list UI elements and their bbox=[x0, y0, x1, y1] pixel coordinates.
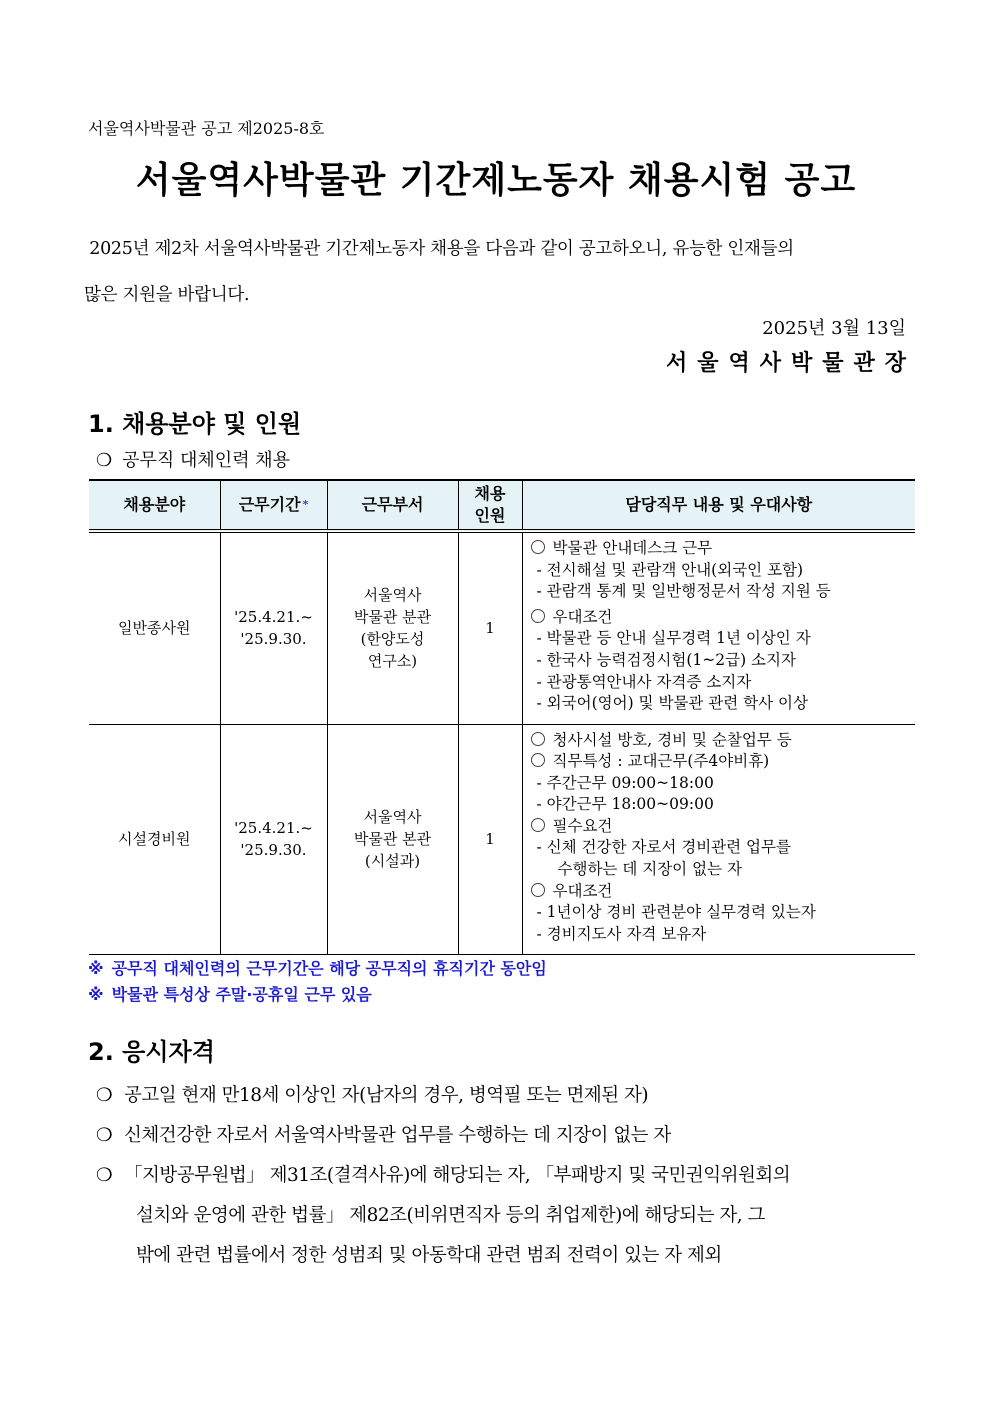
duty-sub-item: - 박물관 등 안내 실무경력 1년 이상인 자 bbox=[536, 629, 811, 648]
duty-item bbox=[531, 730, 908, 752]
circle-icon bbox=[531, 732, 545, 746]
header-duties-label: 담당직무 내용 및 우대사항 bbox=[625, 495, 813, 514]
recruitment-table bbox=[89, 479, 915, 955]
duty-sub-item: - 외국어(영어) 및 박물관 관련 학사 이상 bbox=[536, 694, 808, 713]
reference-mark-icon: ※ bbox=[88, 959, 104, 978]
duty-sub-item: - 전시해설 및 관람객 안내(외국인 포함) bbox=[536, 560, 804, 579]
dept-line: (한양도성 bbox=[360, 630, 425, 649]
table-row bbox=[89, 724, 915, 954]
duty-continuation: 수행하는 데 지장이 없는 자 bbox=[557, 860, 742, 879]
duty-sub-item: - 경비지도사 자격 보유자 bbox=[536, 924, 707, 943]
period-end: '25.9.30. bbox=[240, 841, 307, 859]
notice-number: 서울역사박물관 공고 제2025-8호 bbox=[88, 119, 325, 138]
duty-text: 직무특성 : 교대근무(주4야비휴) bbox=[552, 752, 770, 771]
duty-item bbox=[531, 538, 908, 560]
section-2-title: 2. 응시자격 bbox=[88, 1038, 215, 1066]
qualification-text-continued: 설치와 운영에 관한 법률」 제82조(비위면직자 등의 취업제한)에 해당되는 자, 그 bbox=[136, 1205, 765, 1226]
duty-text: 우대조건 bbox=[552, 881, 613, 900]
qualification-text-continued: 밖에 관련 법률에서 정한 성범죄 및 아동학대 관련 범죄 전력이 있는 자 제외 bbox=[136, 1245, 722, 1266]
intro-paragraph bbox=[84, 226, 908, 318]
note-item bbox=[88, 956, 547, 982]
header-field-label: 채용분야 bbox=[123, 495, 186, 514]
signer-name: 서울역사박물관장 bbox=[665, 350, 916, 376]
dept-line: 서울역사 bbox=[363, 586, 422, 605]
header-count-line: 인원 bbox=[474, 506, 506, 525]
circle-bullet-icon: ❍ bbox=[96, 450, 113, 471]
circle-icon bbox=[531, 753, 545, 767]
duty-text: 청사시설 방호, 경비 및 순찰업무 등 bbox=[552, 730, 792, 749]
period-start: '25.4.21.~ bbox=[234, 819, 313, 837]
duty-text: 우대조건 bbox=[552, 607, 613, 626]
note-text: 공무직 대체인력의 근무기간은 해당 공무직의 휴직기간 동안임 bbox=[111, 959, 547, 978]
circle-bullet-icon: ❍ bbox=[96, 1125, 113, 1146]
period-end: '25.9.30. bbox=[240, 630, 307, 649]
header-count-line: 채용 bbox=[474, 484, 506, 503]
circle-icon bbox=[531, 883, 545, 897]
cell-field: 일반종사원 bbox=[89, 531, 220, 724]
dept-line: 박물관 본관 bbox=[353, 830, 432, 848]
document-title: 서울역사박물관 기간제노동자 채용시험 공고 bbox=[135, 160, 857, 201]
qualifications-list bbox=[96, 1076, 908, 1276]
duty-sub-item: - 야간근무 18:00~09:00 bbox=[536, 795, 714, 814]
dept-line: (시설과) bbox=[364, 852, 421, 870]
header-duties bbox=[522, 480, 915, 531]
section-1-title: 1. 채용분야 및 인원 bbox=[88, 410, 302, 438]
subtitle-text: 공무직 대체인력 채용 bbox=[122, 450, 291, 471]
reference-mark-icon: ※ bbox=[88, 985, 104, 1004]
asterisk-icon: * bbox=[302, 498, 309, 511]
circle-bullet-icon: ❍ bbox=[96, 1165, 113, 1186]
qualification-item bbox=[96, 1116, 908, 1156]
circle-bullet-icon: ❍ bbox=[96, 1085, 113, 1106]
header-period-label: 근무기간 bbox=[238, 495, 301, 514]
duty-item bbox=[531, 607, 908, 629]
circle-icon bbox=[531, 609, 545, 623]
section-1-subtitle bbox=[96, 446, 290, 472]
header-period bbox=[220, 480, 327, 531]
cell-count: 1 bbox=[458, 724, 522, 954]
note-text: 박물관 특성상 주말·공휴일 근무 있음 bbox=[111, 985, 372, 1004]
circle-icon bbox=[531, 540, 545, 554]
header-field bbox=[89, 480, 220, 531]
duty-text: 박물관 안내데스크 근무 bbox=[552, 539, 713, 557]
circle-icon bbox=[531, 818, 545, 832]
qualification-item bbox=[96, 1076, 908, 1116]
table-notes bbox=[88, 956, 547, 1008]
duty-sub-item: - 관람객 통계 및 일반행정문서 작성 지원 등 bbox=[536, 582, 831, 601]
table-header-row bbox=[89, 480, 915, 531]
period-start: '25.4.21.~ bbox=[234, 608, 313, 627]
duty-sub-item: - 관광통역안내사 자격증 소지자 bbox=[536, 672, 752, 691]
cell-duties bbox=[522, 724, 915, 954]
cell-duties bbox=[522, 531, 915, 724]
duty-sub-item: - 신체 건강한 자로서 경비관련 업무를 bbox=[536, 838, 791, 857]
cell-dept bbox=[327, 724, 458, 954]
qualification-text: 「지방공무원법」 제31조(결격사유)에 해당되는 자, 「부패방지 및 국민권익위원회의 bbox=[124, 1165, 791, 1186]
cell-period bbox=[220, 724, 327, 954]
duty-sub-item: - 1년이상 경비 관련분야 실무경력 있는자 bbox=[536, 903, 816, 922]
duty-sub-item: - 주간근무 09:00~18:00 bbox=[536, 773, 714, 792]
intro-line: 2025년 제2차 서울역사박물관 기간제노동자 채용을 다음과 같이 공고하오니, 유능한 인재들의 bbox=[84, 239, 794, 259]
cell-count: 1 bbox=[458, 531, 522, 724]
cell-field: 시설경비원 bbox=[89, 724, 220, 954]
duty-item bbox=[531, 881, 908, 903]
qualification-item bbox=[96, 1156, 908, 1276]
cell-dept bbox=[327, 531, 458, 724]
notice-date: 2025년 3월 13일 bbox=[762, 318, 906, 339]
duty-text: 필수요건 bbox=[552, 816, 613, 835]
dept-line: 박물관 분관 bbox=[353, 608, 432, 627]
header-dept-label: 근무부서 bbox=[361, 495, 424, 514]
dept-line: 연구소) bbox=[367, 652, 418, 671]
intro-line: 많은 지원을 바랍니다. bbox=[84, 285, 250, 305]
qualification-text: 공고일 현재 만18세 이상인 자(남자의 경우, 병역필 또는 면제된 자) bbox=[124, 1085, 649, 1106]
table-row bbox=[89, 531, 915, 724]
duty-item bbox=[531, 816, 908, 838]
header-dept bbox=[327, 480, 458, 531]
header-count bbox=[458, 480, 522, 531]
qualification-text: 신체건강한 자로서 서울역사박물관 업무를 수행하는 데 지장이 없는 자 bbox=[124, 1125, 671, 1146]
duty-item bbox=[531, 751, 908, 773]
duty-sub-item: - 한국사 능력검정시험(1~2급) 소지자 bbox=[536, 650, 796, 669]
note-item bbox=[88, 982, 547, 1008]
dept-line: 서울역사 bbox=[363, 808, 422, 826]
cell-period bbox=[220, 531, 327, 724]
